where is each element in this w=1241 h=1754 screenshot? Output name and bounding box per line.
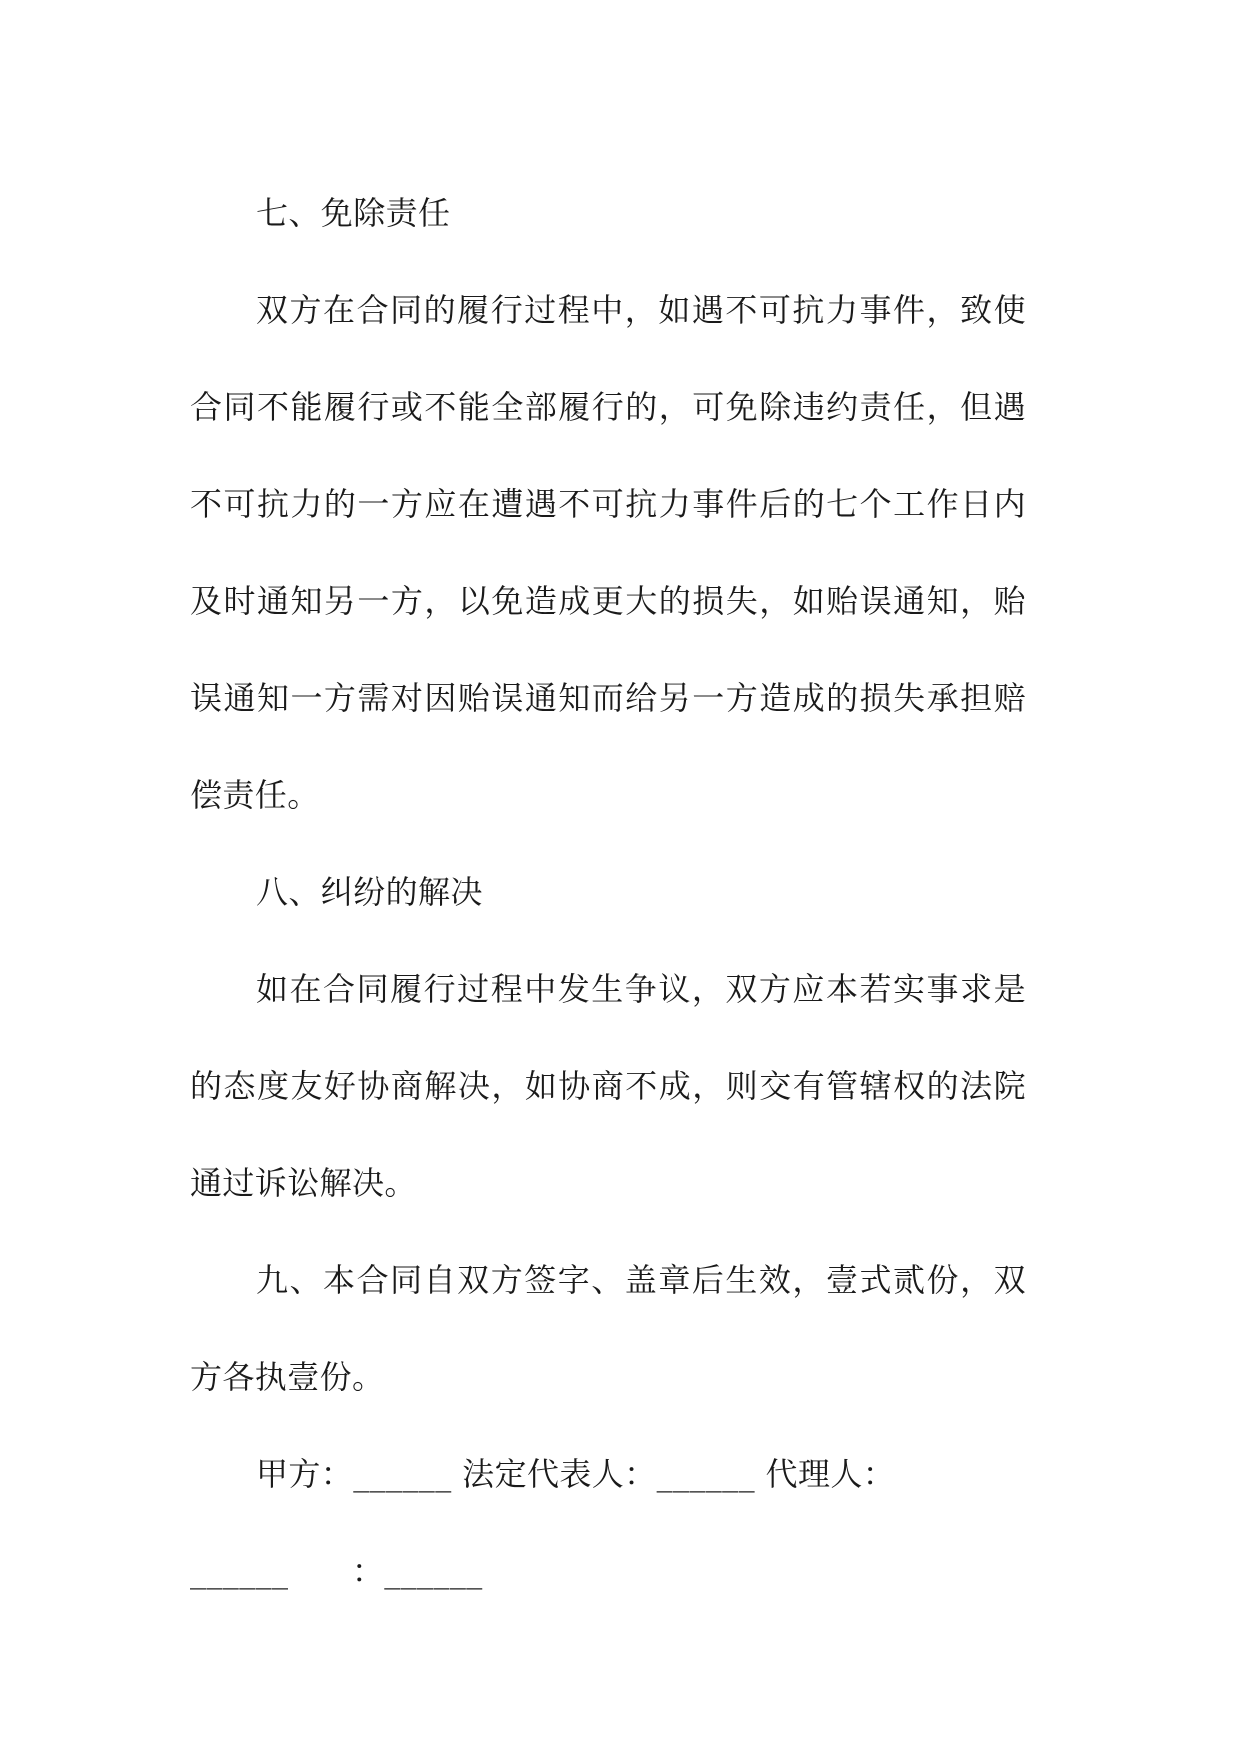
section-heading-8: 八、纠纷的解决 [256,873,483,911]
paragraph-line: 双方在合同的履行过程中，如遇不可抗力事件，致使 [256,291,1026,329]
paragraph-line: 九、本合同自双方签字、盖章后生效，壹式贰份，双 [256,1261,1026,1299]
signature-line-continued: ______ ：______ [190,1552,483,1590]
paragraph-line: 如在合同履行过程中发生争议，双方应本若实事求是 [256,970,1026,1008]
paragraph-line: 合同不能履行或不能全部履行的，可免除违约责任，但遇 [190,388,1026,426]
paragraph-line: 不可抗力的一方应在遭遇不可抗力事件后的七个工作日内 [190,485,1026,523]
paragraph-line: 偿责任。 [190,776,320,814]
signature-line-party-a: 甲方：______ 法定代表人：______ 代理人： [256,1455,896,1493]
section-heading-7: 七、免除责任 [256,194,451,232]
paragraph-line: 通过诉讼解决。 [190,1164,417,1202]
paragraph-line: 及时通知另一方，以免造成更大的损失，如贻误通知，贻 [190,582,1026,620]
paragraph-line: 误通知一方需对因贻误通知而给另一方造成的损失承担赔 [190,679,1026,717]
paragraph-line: 的态度友好协商解决，如协商不成，则交有管辖权的法院 [190,1067,1026,1105]
paragraph-line: 方各执壹份。 [190,1358,385,1396]
document-body [190,165,1026,1620]
